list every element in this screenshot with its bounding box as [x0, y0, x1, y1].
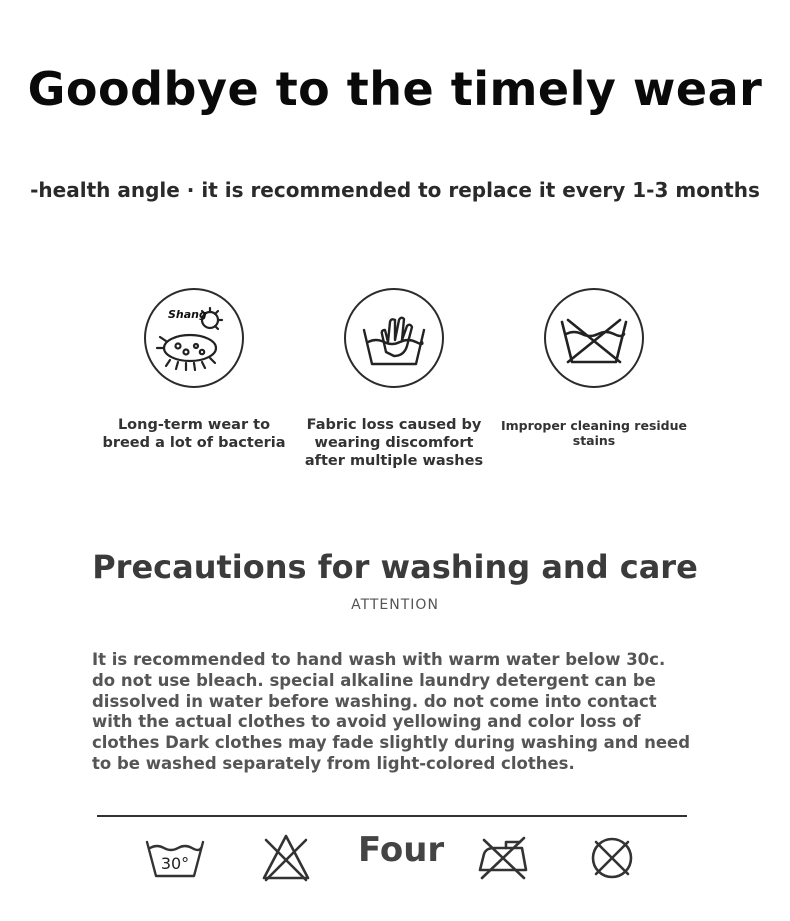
- feature-label: Improper cleaning residue stains: [501, 418, 687, 448]
- care-line: dissolved in water before washing. do not come into contact: [92, 691, 657, 711]
- hand-wash-icon: [344, 288, 444, 388]
- bacteria-icon-text: Shang: [168, 308, 207, 321]
- feature-label: Long-term wear to breed a lot of bacteria: [102, 417, 286, 451]
- care-line: with the actual clothes to avoid yellowing and color loss of: [92, 712, 641, 732]
- do-not-wash-icon: [544, 288, 644, 388]
- divider: [97, 815, 687, 817]
- care-instructions: [92, 650, 707, 775]
- no-tumble-dry-icon: [588, 832, 636, 886]
- care-section-subtitle: ATTENTION: [351, 597, 439, 613]
- care-section-title: Precautions for washing and care: [92, 548, 698, 586]
- feature-residue-stains: [494, 288, 694, 448]
- wash-temp-text: 30°: [160, 854, 190, 873]
- care-line: clothes Dark clothes may fade slightly during washing and need: [92, 733, 691, 753]
- feature-bacteria: [94, 288, 294, 452]
- care-line: It is recommended to hand wash with warm water below 30c.: [92, 650, 666, 669]
- page-title: Goodbye to the timely wear: [27, 62, 763, 116]
- bacteria-icon: [144, 288, 244, 388]
- no-iron-icon: [476, 832, 530, 886]
- care-line: to be washed separately from light-colored clothes.: [92, 753, 575, 773]
- care-middle-text: Four: [358, 830, 445, 870]
- page-subtitle: -health angle · it is recommended to replace it every 1-3 months: [30, 178, 760, 202]
- wash-30-icon: [144, 832, 206, 884]
- feature-fabric-loss: [294, 288, 494, 470]
- feature-label: Fabric loss caused by wearing discomfort after multiple washes: [304, 417, 484, 469]
- no-bleach-icon: [260, 832, 312, 888]
- care-line: do not use bleach. special alkaline laundry detergent can be: [92, 670, 656, 690]
